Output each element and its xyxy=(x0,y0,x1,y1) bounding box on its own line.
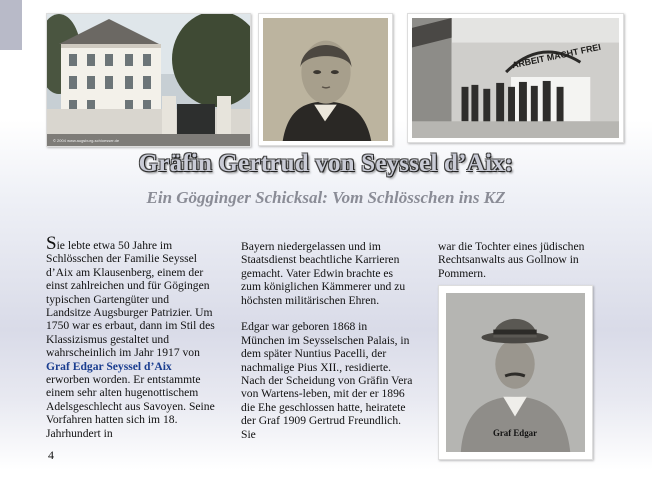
page-title: Gräfin Gertrud von Seyssel d’Aix: xyxy=(138,150,514,177)
article-column-1 xyxy=(46,233,216,440)
camp-gate-text: ARBEIT MACHT FREI xyxy=(511,41,602,71)
dropcap: S xyxy=(46,233,57,254)
column-1-text-before: ie lebte etwa 50 Jahre im Schlösschen der Familie Seyssel d’Aix am Klausenberg, einem der einst zahlreichen und für Gögingen typischen Gartengüter und Landsitze Augsburger Patrizier. Um 1750 war es erbaut, dann im Stil des Klassizismus gestaltet und wahrscheinlich im Jahr 1917 von xyxy=(46,239,215,360)
column-1-text-after: erworben worden. Er entstammte einem sehr alten hugenottischem Adelsgeschlecht aus Savoyen. Seine Vorfahren hatten sich im 18. Jahrhundert in xyxy=(46,373,215,440)
villa-photo-caption: © 2004 www.augsburg-schloesser.de xyxy=(53,138,120,143)
graf-edgar-caption: Graf Edgar xyxy=(492,428,538,439)
article-column-3: war die Tochter eines jüdischen Rechtsanwalts aus Gollnow in Pommern. xyxy=(438,240,585,280)
gertrud-portrait-photo xyxy=(258,13,393,146)
graf-edgar-highlight: Graf Edgar Seyssel d’Aix xyxy=(46,359,172,373)
villa-photo xyxy=(46,13,251,147)
camp-gate-photo xyxy=(407,13,624,143)
page-number: 4 xyxy=(48,448,54,462)
graf-edgar-photo xyxy=(438,285,593,460)
corner-tab xyxy=(0,0,22,50)
page-subtitle: Ein Gögginger Schicksal: Vom Schlösschen ins KZ xyxy=(146,188,506,207)
article-column-2: Bayern niedergelassen und im Staatsdienst beachtliche Karrieren gemacht. Vater Edwin brachte es zum königlichen Kämmerer und zu höchsten militärischen Ehren. Edgar war geboren 1868 in München im Seysselschen Palais, in dem später Nuntius Pacelli, der nachmalige Pius XII., residierte. Nach der Scheidung von Gräfin Vera von Wartens-leben, mit der er 1896 die Ehe geschlossen hatte, heiratete der Graf 1909 Gertrud Freundlich. Sie xyxy=(241,240,413,441)
